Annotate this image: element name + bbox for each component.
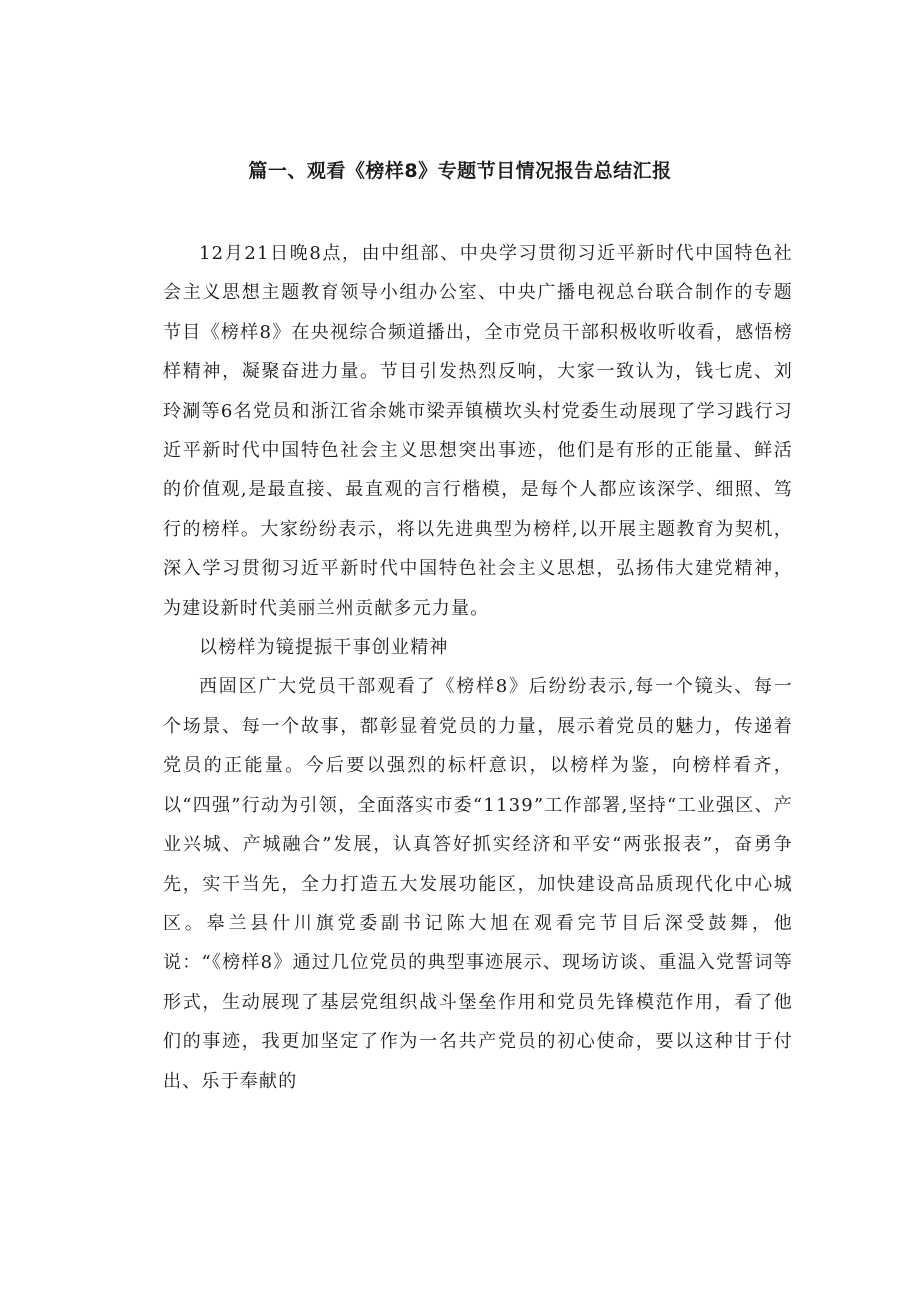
document-body bbox=[163, 234, 793, 1101]
paragraph-intro: 12月21日晚8点，由中组部、中央学习贯彻习近平新时代中国特色社会主义思想主题教育领导小组办公室、中央广播电视总台联合制作的专题节目《榜样8》在央视综合频道播出，全市党员干部积极收听收看，感悟榜样精神，凝聚奋进力量。节目引发热烈反响，大家一致认为，钱七虎、刘玲涮等6名党员和浙江省余姚市梁弄镇横坎头村党委生动展现了学习践行习近平新时代中国特色社会主义思想突出事迹，他们是有形的正能量、鲜活的价值观,是最直接、最直观的言行楷模，是每个人都应该深学、细照、笃行的榜样。大家纷纷表示，将以先进典型为榜样,以开展主题教育为契机，深入学习贯彻习近平新时代中国特色社会主义思想，弘扬伟大建党精神，为建设新时代美丽兰州贡献多元力量。 bbox=[163, 243, 793, 619]
section-heading: 以榜样为镜提振干事创业精神 bbox=[199, 637, 449, 659]
paragraph-xigu: 西固区广大党员干部观看了《榜样8》后纷纷表示,每一个镜头、每一个场景、每一个故事，都彰显着党员的力量，展示着党员的魅力，传递着党员的正能量。今后要以强烈的标杆意识，以榜样为鉴，向榜样看齐，以“四强”行动为引领，全面落实市委“1139”工作部署,坚持“工业强区、产业兴城、产城融合”发展，认真答好抓实经济和平安“两张报表”，奋勇争先，实干当先，全力打造五大发展功能区，加快建设高品质现代化中心城区。皋兰县什川旗党委副书记陈大旭在观看完节目后深受鼓舞，他说：“《榜样8》通过几位党员的典型事迹展示、现场访谈、重温入党誓词等形式，生动展现了基层党组织战斗堡垒作用和党员先锋模范作用，看了他们的事迹，我更加坚定了作为一名共产党员的初心使命，要以这种甘于付出、乐于奉献的 bbox=[163, 676, 793, 1092]
document-title: 篇一、观看《榜样8》专题节目情况报告总结汇报 bbox=[248, 160, 672, 182]
